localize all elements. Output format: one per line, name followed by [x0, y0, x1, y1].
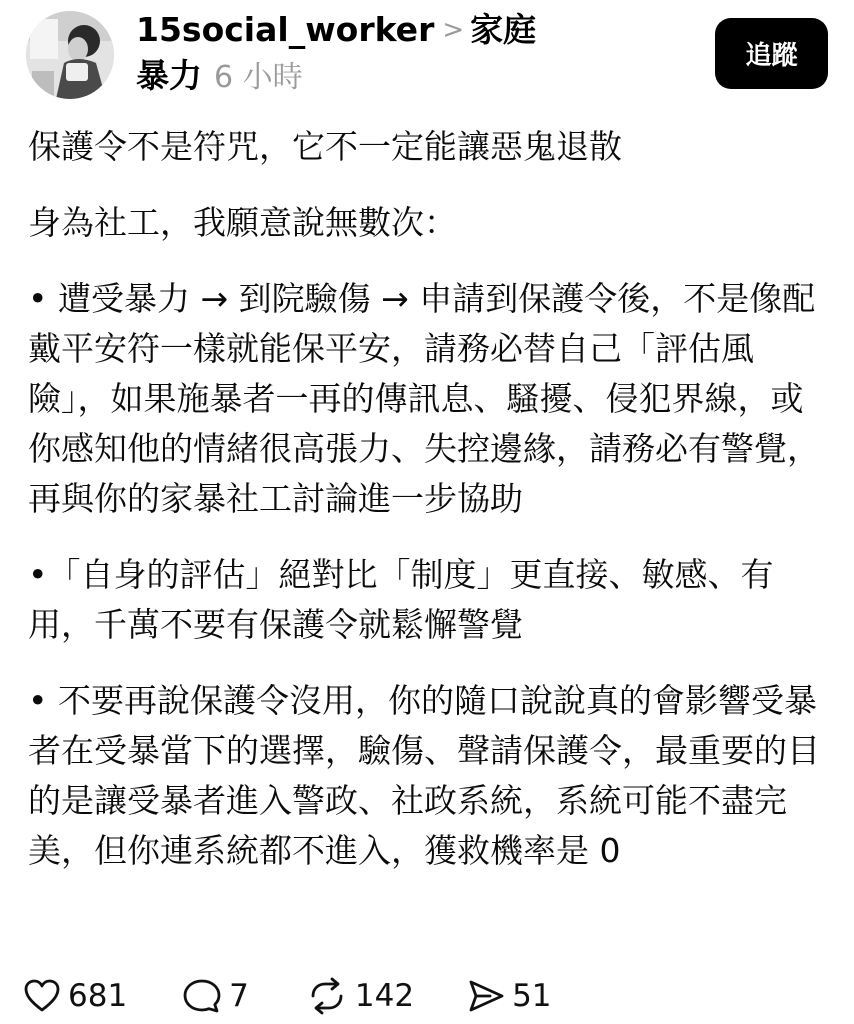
- like-count: 681: [68, 978, 128, 1014]
- follow-button[interactable]: 追蹤: [715, 18, 828, 89]
- username-link[interactable]: 15social_worker: [136, 10, 435, 49]
- repost-button[interactable]: [305, 976, 414, 1016]
- post-body: [28, 122, 828, 902]
- post-paragraph: 身為社工，我願意說無數次：: [28, 203, 457, 242]
- repost-count: 142: [354, 978, 415, 1014]
- comment-bubble-icon: [181, 976, 223, 1016]
- post-action-bar: [22, 970, 842, 1022]
- comment-count: 7: [229, 978, 249, 1014]
- comment-button[interactable]: [181, 976, 249, 1016]
- avatar-photo-icon: [26, 11, 114, 99]
- topic-time-line: [136, 54, 696, 100]
- post-paragraph: 保護令不是符咒，它不一定能讓惡鬼退散: [28, 127, 622, 166]
- repost-icon: [305, 976, 349, 1016]
- post-meta: [136, 8, 696, 100]
- post-paragraph: • 遭受暴力 → 到院驗傷 → 申請到保護令後，不是像配戴平安符一樣就能保平安，請務必替自己「評估風險」，如果施暴者一再的傳訊息、騷擾、侵犯界線，或你感知他的情緒很高張力、失控邊緣，請務必有警覺，再與你的家暴社工討論進一步協助: [28, 279, 820, 518]
- like-button[interactable]: [22, 976, 127, 1016]
- avatar[interactable]: [26, 11, 114, 99]
- topic-tag-continued[interactable]: 暴力: [136, 56, 202, 95]
- post-timestamp: 6 小時: [214, 60, 303, 95]
- send-icon: [466, 976, 506, 1016]
- heart-icon: [22, 976, 62, 1016]
- chevron-right-icon: >: [442, 15, 465, 45]
- author-line: [136, 8, 696, 52]
- post-header: [0, 0, 854, 110]
- topic-tag-link[interactable]: 家庭: [470, 10, 537, 49]
- post-paragraph: •「自身的評估」絕對比「制度」更直接、敏感、有用，千萬不要有保護令就鬆懈警覺: [28, 555, 774, 644]
- share-button[interactable]: [466, 976, 551, 1016]
- post-paragraph: • 不要再說保護令沒用，你的隨口說說真的會影響受暴者在受暴當下的選擇，驗傷、聲請保護令，最重要的目的是讓受暴者進入警政、社政系統，系統可能不盡完美，但你連系統都不進入，獲救機率是 0: [28, 681, 820, 870]
- share-count: 51: [512, 978, 552, 1014]
